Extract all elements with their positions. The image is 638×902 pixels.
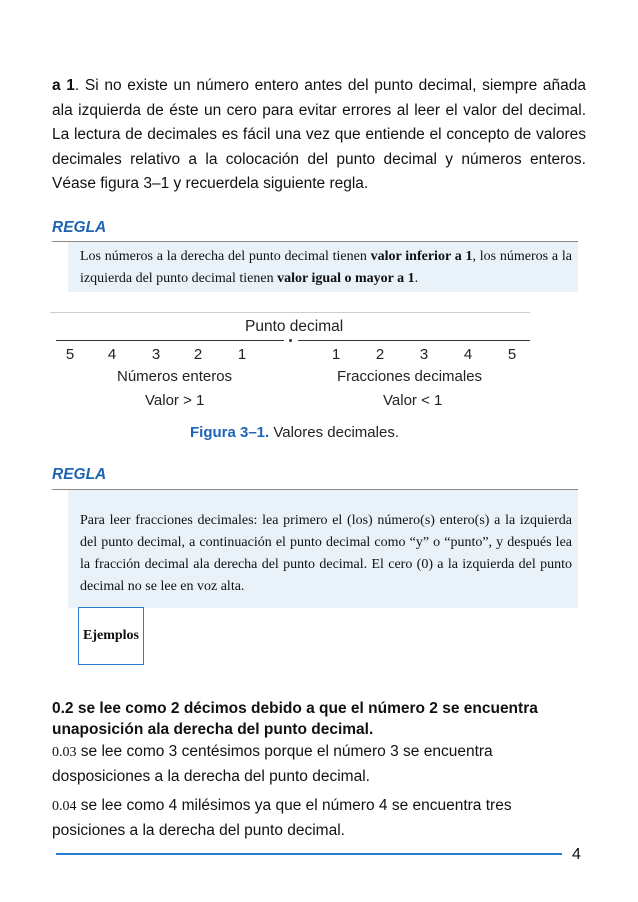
figure-header: Punto decimal [245,318,344,335]
examples-label-box [78,607,144,665]
figure-left-number: 2 [193,346,203,363]
regla-title-2: REGLA [52,466,107,483]
figure-right-number: 3 [419,346,429,363]
figure-right-line [298,340,530,341]
figure-left-number: 1 [237,346,247,363]
figure-left-value: Valor > 1 [145,392,205,409]
figure-caption [190,424,399,441]
regla-text-2: Para leer fracciones decimales: lea primero el (los) número(s) entero(s) a la izquierda del punto decimal, a continuación el punto decimal como “y” o “punto”, y después lea la fracción decimal ala derecha del punto decimal. El cero (0) a la izquierda del punto decimal no se lee en voz alta. [80,513,572,594]
figure-left-label: Números enteros [117,368,233,385]
figure-caption-label: Figura 3–1. [190,424,270,441]
footer-divider [56,853,562,855]
figure-right-label: Fracciones decimales [337,368,483,385]
intro-paragraph [52,74,586,197]
figure-right-number: 5 [507,346,517,363]
decimal-point-dot [289,339,292,342]
example-2-text: se lee como 3 centésimos porque el número 3 se encuentra dosposiciones a la derecha del punto decimal. [52,743,493,785]
figure-caption-text: Valores decimales. [269,424,399,441]
regla-text-1: Los números a la derecha del punto decimal tienen valor inferior a 1, los números a la izquierda del punto decimal tienen valor igual o mayor a 1. [80,249,573,286]
example-2 [52,740,586,789]
figure-left-number: 4 [107,346,117,363]
figure-right-number: 1 [331,346,341,363]
page-number: 4 [572,846,581,863]
example-2-number: 0.03 [52,745,77,760]
example-3 [52,794,586,843]
regla-box-1 [68,242,578,292]
figure-right-number: 4 [463,346,473,363]
example-3-number: 0.04 [52,799,77,814]
figure-left-number: 3 [151,346,161,363]
figure-left-line [56,340,284,341]
example-3-text: se lee como 4 milésimos ya que el número 4 se encuentra tres posiciones a la derecha del punto decimal. [52,797,512,839]
intro-text: . Si no existe un número entero antes del punto decimal, siempre añada ala izquierda de éste un cero para evitar errores al leer el valor del decimal. La lectura de decimales es fácil una vez que entiende el concepto de valores decimales relativo a la colocación del punto decimal y números enteros. Véase figura 3–1 y recuerdela siguiente regla. [52,77,586,192]
example-1: 0.2 se lee como 2 décimos debido a que el número 2 se encuentra unaposición ala derecha del punto decimal. [52,700,538,738]
examples-label: Ejemplos [83,628,139,643]
regla-box-2 [68,490,578,608]
figure-right-value: Valor < 1 [383,392,443,409]
intro-bold-start: a 1 [52,77,75,94]
figure-top-line [50,312,530,313]
figure-left-number: 5 [65,346,75,363]
regla-title-1: REGLA [52,219,107,236]
figure-right-number: 2 [375,346,385,363]
